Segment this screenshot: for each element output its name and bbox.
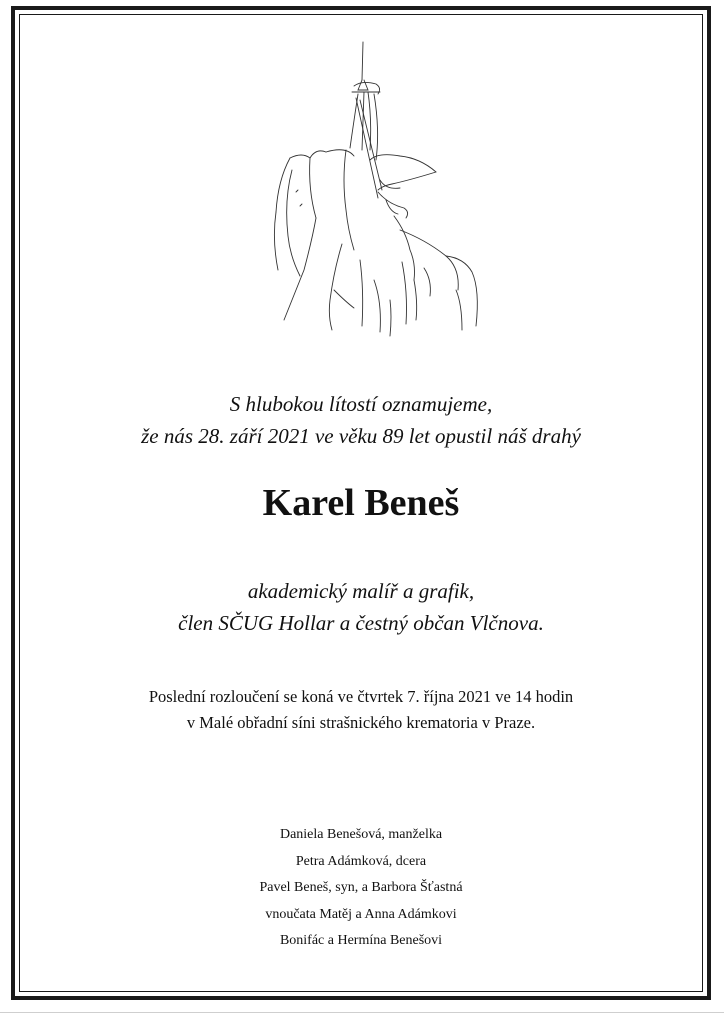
ceremony-line-2: v Malé obřadní síni strašnického krematoria v Praze. <box>186 713 536 732</box>
deceased-titles <box>19 575 703 639</box>
mourners-list <box>19 822 703 955</box>
mourner-item: Pavel Beneš, syn, a Barbora Šťastná <box>259 880 463 895</box>
line-drawing-illustration <box>250 40 490 340</box>
intro-line-1: S hlubokou lítostí oznamujeme, <box>229 392 493 416</box>
ceremony-line-1: Poslední rozloučení se koná ve čtvrtek 7. října 2021 ve 14 hodin <box>148 687 574 706</box>
mourner-item: Daniela Benešová, manželka <box>279 827 443 842</box>
ceremony-info <box>19 684 703 736</box>
intro-line-2: že nás 28. září 2021 ve věku 89 let opustil náš drahý <box>141 424 581 448</box>
mourner-item: Bonifác a Hermína Benešovi <box>279 933 443 948</box>
mourner-item: Petra Adámková, dcera <box>295 853 427 869</box>
deceased-name: Karel Beneš <box>262 482 460 524</box>
intro-text <box>19 388 703 452</box>
title-line-2: člen SČUG Hollar a čestný občan Vlčnova. <box>178 611 544 635</box>
title-line-1: akademický malíř a grafik, <box>247 579 475 603</box>
mourner-item: vnoučata Matěj a Anna Adámkovi <box>265 906 457 922</box>
scan-edge-line <box>0 1012 724 1013</box>
